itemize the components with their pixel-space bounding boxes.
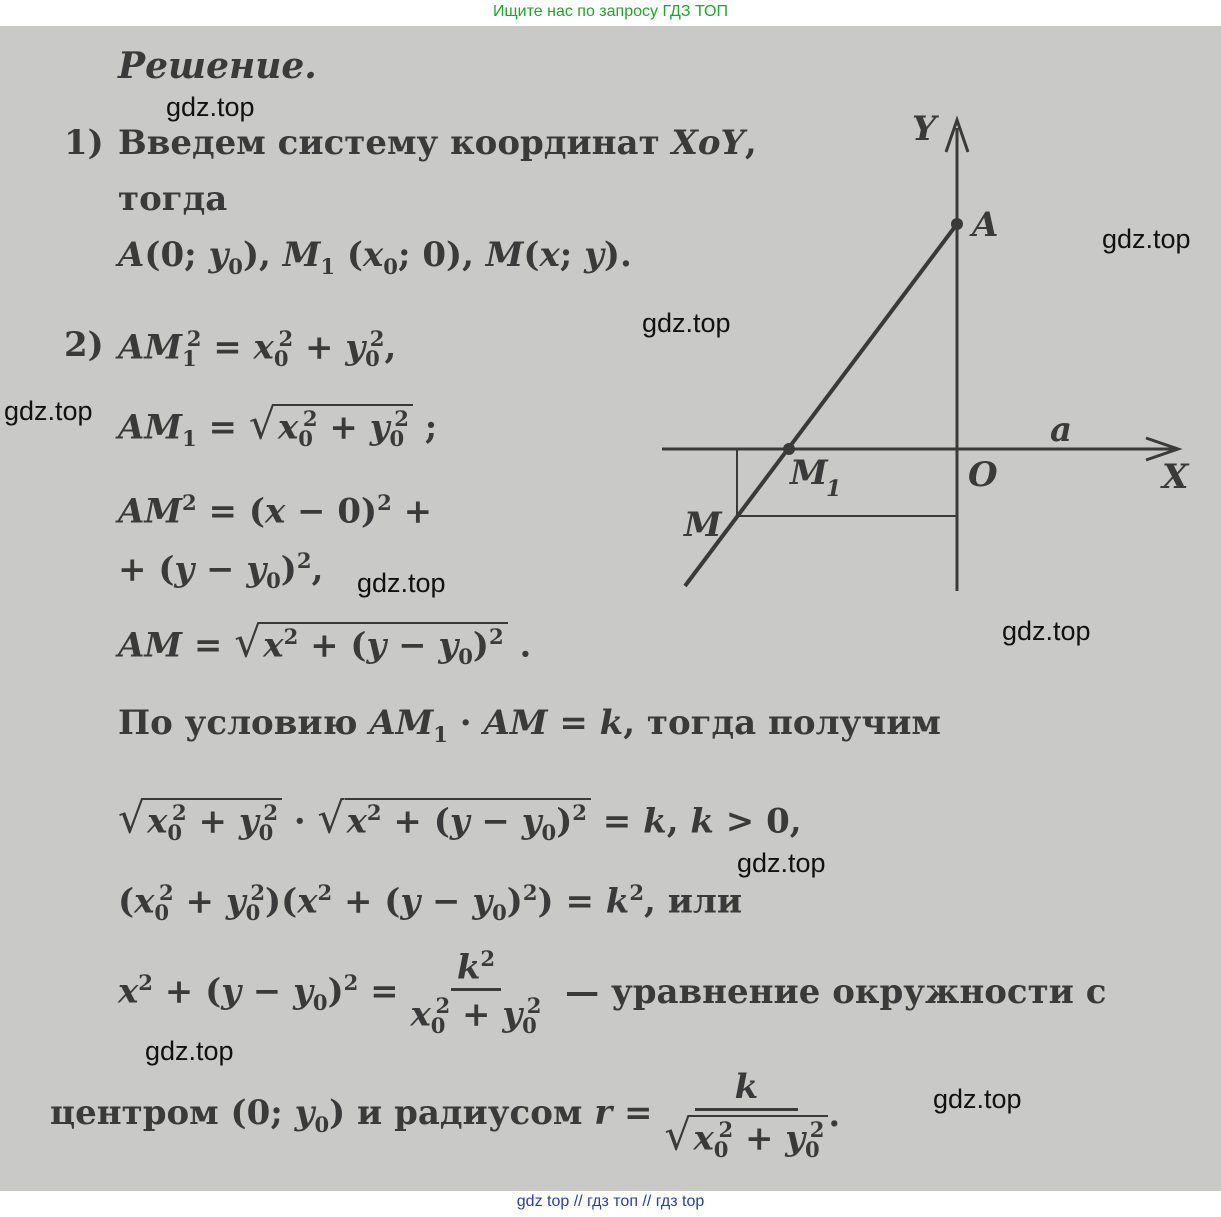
- circle-radius-fraction: $\frac{k^2}{x_0^2 + y_0^2}$: [410, 946, 542, 1039]
- line-a-label: a: [1050, 410, 1073, 450]
- point-m1-label: M: [790, 453, 828, 493]
- step1-line3: A(0; $y_0$), $M_1$ ($x_0$; 0), M(x; y).: [118, 235, 632, 279]
- watermark-9: gdz.top: [933, 1084, 1022, 1114]
- coordinate-diagram: [650, 106, 1210, 626]
- watermark-4: gdz.top: [4, 396, 93, 426]
- origin-label: O: [968, 455, 998, 495]
- top-banner-text: Ищите нас по запросу ГДЗ ТОП: [493, 3, 728, 20]
- step2-number: 2): [64, 325, 104, 365]
- watermark-6: gdz.top: [1002, 616, 1091, 646]
- watermark-1: gdz.top: [166, 92, 255, 122]
- point-a: [951, 218, 963, 230]
- equation-am1-squared: $AM_1^2 = x_0^2 + y_0^2$,: [118, 326, 397, 372]
- circle-equation-description: — уравнение окружности с: [565, 972, 1107, 1013]
- bottom-banner-text: gdz top // гдз топ // гдз top: [516, 1193, 705, 1210]
- point-a-label: A: [972, 205, 999, 245]
- textbook-page: [0, 26, 1221, 1191]
- watermark-8: gdz.top: [145, 1036, 234, 1066]
- watermark-2: gdz.top: [1102, 224, 1191, 254]
- equation-product: $√x_0^2 + y_0^2 \cdot √x^2 + (y - y_0)^2 = k$, k > 0,: [118, 794, 802, 846]
- point-m1-subscript: 1: [826, 476, 842, 502]
- equation-am-squared: $AM^2 = (x - 0)^2$ +: [118, 490, 433, 532]
- equation-circle: $x^2 + (y - y_0)^2$ = $\frac{k^2}{x_0^2 + y_0^2}$ — уравнение окружности с: [118, 946, 1107, 1039]
- watermark-3: gdz.top: [642, 308, 731, 338]
- y-axis-label: Y: [912, 109, 937, 149]
- watermark-7: gdz.top: [737, 848, 826, 878]
- solution-heading: Решение.: [118, 45, 317, 87]
- step1-line2: тогда: [118, 179, 228, 219]
- line-am: [685, 224, 957, 586]
- equation-am-squared-cont: + $(y - y_0)^2$,: [118, 548, 324, 594]
- equation-am1: $AM_1 = √x_0^2 + y_0^2$ ;: [118, 400, 438, 452]
- radius-fraction: $\frac{k}{√x_0^2 + y_0^2}$: [664, 1070, 828, 1160]
- x-axis-label: X: [1162, 457, 1189, 497]
- final-line: центром (0; $y_0$) и радиусом r = $\frac{k}{√x_0^2 + y_0^2}$ .: [50, 1067, 841, 1163]
- condition-line: По условию $AM_1$ · AM = k, тогда получим: [118, 703, 941, 747]
- top-banner: [0, 0, 1221, 26]
- bottom-banner: [0, 1191, 1221, 1217]
- final-period: .: [828, 1095, 841, 1136]
- step1-number: 1): [64, 123, 104, 163]
- step1-line1: Введем систему координат XoY,: [118, 123, 757, 163]
- watermark-5: gdz.top: [357, 568, 446, 598]
- equation-squared-product: $(x_0^2 + y_0^2)(x^2 + (y - y_0)^2) = k^2$, или: [118, 880, 743, 926]
- point-m-label: M: [684, 505, 722, 545]
- equation-am: AM = $√x^2 + (y - y_0)^2$ .: [118, 618, 532, 670]
